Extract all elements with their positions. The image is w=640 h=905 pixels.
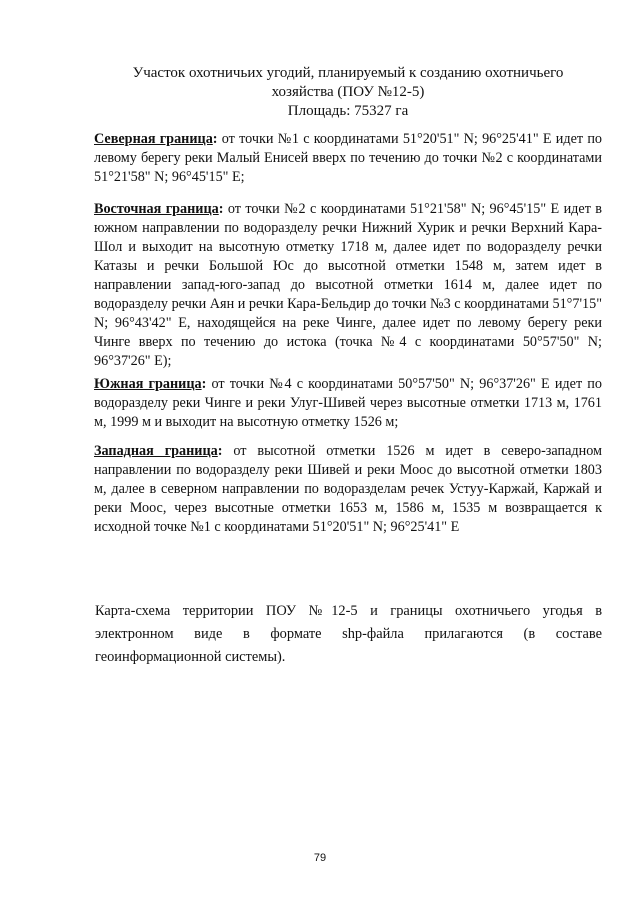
south-boundary-section: Южная граница: от точки №4 с координатами 50°57'50" N; 96°37'26" E идет по водоразделу реки Чинге и реки Улуг-Шивей через высотные отметки 1713 м, 1761 м, 1999 м и выходит на высотную отметку 1526 м; bbox=[94, 376, 602, 430]
area-line: Площадь: 75327 га bbox=[287, 103, 409, 119]
document-title bbox=[95, 64, 601, 121]
map-attachment-note: Карта-схема территории ПОУ №12-5 и границы охотничьего угодья в электронном виде в формате shp-файла прилагаются (в составе геоинформационной системы). bbox=[95, 603, 602, 665]
south-boundary-heading: Южная граница bbox=[94, 376, 202, 392]
east-boundary-heading: Восточная граница bbox=[94, 201, 219, 217]
title-line-1: Участок охотничьих угодий, планируемый к созданию охотничьего bbox=[132, 65, 564, 81]
south-boundary-text: от точки №4 с координатами 50°57'50" N; 96°37'26" E идет по водоразделу реки Чинге и реки Улуг-Шивей через высотные отметки 1713 м, 1761 м, 1999 м и выходит на высотную отметку 1526 м; bbox=[94, 376, 602, 430]
west-boundary-section: Западная граница: от высотной отметки 1526 м идет в северо-западном направлении по водоразделу реки Шивей и реки Моос до высотной отметки 1803 м, далее в северном направлении по водоразделам речек Устуу-Каржай, Каржай и реки Моос, через высотные отметки 1653 м, 1586 м, 1535 м возвращается к исходной точке №1 с координатами 51°20'51" N; 96°25'41" E bbox=[94, 443, 603, 535]
east-boundary-section: Восточная граница: от точки №2 с координатами 51°21'58" N; 96°45'15" E идет в южном направлении по водоразделу речки Нижний Хурик и речки Верхний Кара-Шол и выходит на высотную отметку 1718 м, далее идет по водоразделу речки Катазы и речки Большой Юс до высотной отметки 1548 м, затем идет в направлении запад-юго-запад до высотной отметки 1614 м, далее идет по водоразделу речки Аян и речки Кара-Бельдир до точки №3 с координатами 51°7'15" N; 96°43'42" E, находящейся на реке Чинге, далее идет по левому берегу реки Чинге вверх по течению до истока (точка №4 с координатами 50°57'50" N; 96°37'26" E); bbox=[94, 201, 602, 369]
north-boundary-section: Северная граница: от точки №1 с координатами 51°20'51" N; 96°25'41" E идет по левому берегу реки Малый Енисей вверх по течению до точки №2 с координатами 51°21'58" N; 96°45'15" E; bbox=[94, 131, 603, 185]
title-line-2: хозяйства (ПОУ №12-5) bbox=[271, 84, 425, 100]
west-boundary-heading: Западная граница bbox=[94, 443, 218, 459]
page-number: 79 bbox=[313, 852, 327, 864]
east-boundary-text: от точки №2 с координатами 51°21'58" N; 96°45'15" E идет в южном направлении по водоразделу речки Нижний Хурик и речки Верхний Кара-Шол и выходит на высотную отметку 1718 м, далее идет по водоразделу речки Катазы и речки Большой Юс до высотной отметки 1548 м, затем идет в направлении запад-юго-запад до высотной отметки 1614 м, далее идет по водоразделу речки Аян и речки Кара-Бельдир до точки №3 с координатами 51°7'15" N; 96°43'42" E, находящейся на реке Чинге, далее идет по левому берегу реки Чинге вверх по течению до истока (точка №4 с координатами 50°57'50" N; 96°37'26" E); bbox=[94, 201, 602, 369]
north-boundary-text: от точки №1 с координатами 51°20'51" N; 96°25'41" E идет по левому берегу реки Малый Енисей вверх по течению до точки №2 с координатами 51°21'58" N; 96°45'15" E; bbox=[94, 131, 603, 185]
west-boundary-text: от высотной отметки 1526 м идет в северо-западном направлении по водоразделу реки Шивей и реки Моос до высотной отметки 1803 м, далее в северном направлении по водоразделам речек Устуу-Каржай, Каржай и реки Моос, через высотные отметки 1653 м, 1586 м, 1535 м возвращается к исходной точке №1 с координатами 51°20'51" N; 96°25'41" E bbox=[94, 443, 603, 535]
north-boundary-heading: Северная граница bbox=[94, 131, 213, 147]
